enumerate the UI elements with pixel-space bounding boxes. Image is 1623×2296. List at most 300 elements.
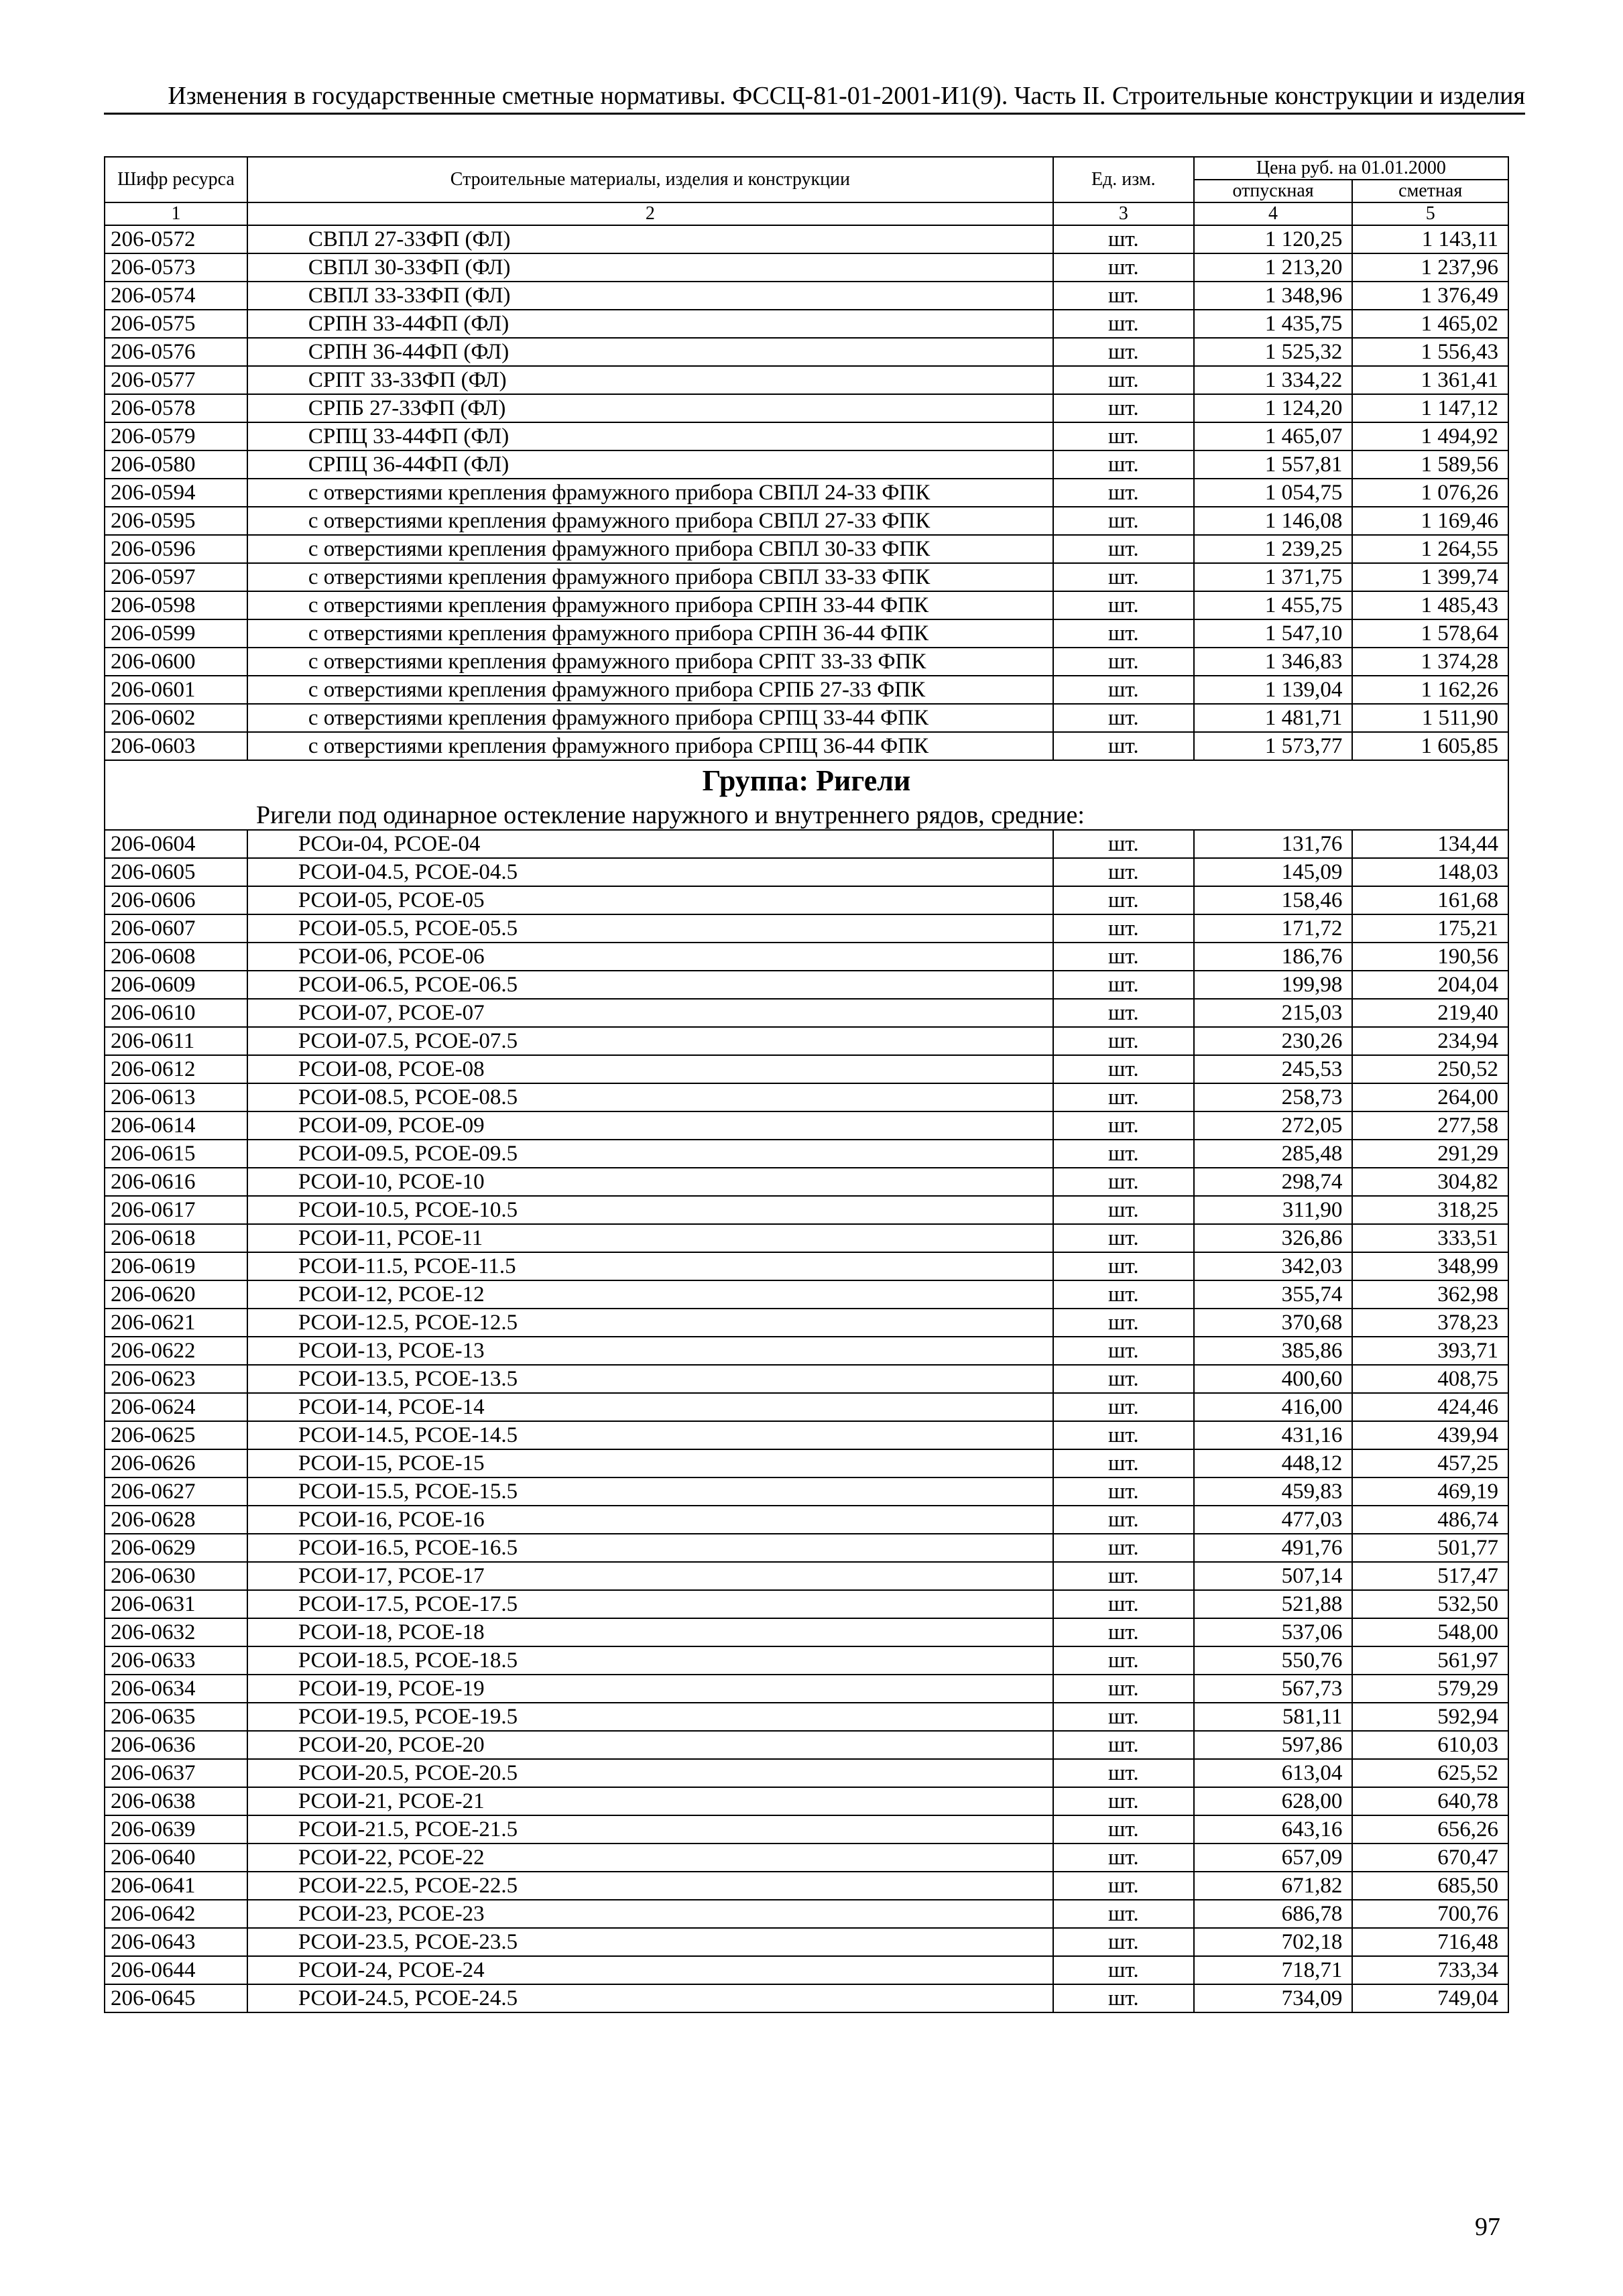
estimate-price: 148,03	[1352, 858, 1508, 886]
release-price: 643,16	[1194, 1815, 1353, 1844]
resource-code: 206-0622	[105, 1337, 247, 1365]
release-price: 215,03	[1194, 999, 1353, 1027]
release-price: 385,86	[1194, 1337, 1353, 1365]
table-row	[105, 1140, 1508, 1168]
unit-cell: шт.	[1053, 310, 1194, 338]
table-row	[105, 507, 1508, 535]
resource-code: 206-0628	[105, 1506, 247, 1534]
resource-name: РСОИ-19.5, РСОЕ-19.5	[247, 1703, 1053, 1731]
table-row	[105, 394, 1508, 422]
unit-cell: шт.	[1053, 1196, 1194, 1224]
col-name-header: Строительные материалы, изделия и конструкции	[247, 157, 1053, 202]
unit-cell: шт.	[1053, 830, 1194, 858]
table-row	[105, 253, 1508, 282]
resource-code: 206-0641	[105, 1872, 247, 1900]
table-row	[105, 310, 1508, 338]
resource-name: РСОИ-18, РСОЕ-18	[247, 1618, 1053, 1646]
unit-cell: шт.	[1053, 535, 1194, 563]
release-price: 1 139,04	[1194, 676, 1353, 704]
resource-code: 206-0623	[105, 1365, 247, 1393]
resource-name: СРПЦ 33-44ФП (ФЛ)	[247, 422, 1053, 450]
resource-name: РСОИ-05.5, РСОЕ-05.5	[247, 914, 1053, 943]
table-row	[105, 1956, 1508, 1984]
price-table	[104, 156, 1509, 2013]
release-price: 326,86	[1194, 1224, 1353, 1252]
table-row	[105, 1224, 1508, 1252]
release-price: 581,11	[1194, 1703, 1353, 1731]
resource-code: 206-0633	[105, 1646, 247, 1675]
release-price: 1 124,20	[1194, 394, 1353, 422]
resource-code: 206-0597	[105, 563, 247, 591]
release-price: 186,76	[1194, 943, 1353, 971]
release-price: 657,09	[1194, 1844, 1353, 1872]
table-row	[105, 830, 1508, 858]
table-row	[105, 1562, 1508, 1590]
resource-name: с отверстиями крепления фрамужного прибора СРПТ 33-33 ФПК	[247, 648, 1053, 676]
resource-code: 206-0615	[105, 1140, 247, 1168]
resource-name: РСОИ-14.5, РСОЕ-14.5	[247, 1421, 1053, 1449]
resource-code: 206-0605	[105, 858, 247, 886]
resource-code: 206-0606	[105, 886, 247, 914]
unit-cell: шт.	[1053, 999, 1194, 1027]
estimate-price: 161,68	[1352, 886, 1508, 914]
table-row	[105, 676, 1508, 704]
estimate-price: 592,94	[1352, 1703, 1508, 1731]
unit-cell: шт.	[1053, 1477, 1194, 1506]
resource-code: 206-0602	[105, 704, 247, 732]
resource-code: 206-0643	[105, 1928, 247, 1956]
table-row	[105, 1984, 1508, 2012]
resource-name: РСОИ-16.5, РСОЕ-16.5	[247, 1534, 1053, 1562]
estimate-price: 362,98	[1352, 1280, 1508, 1309]
estimate-price: 264,00	[1352, 1083, 1508, 1111]
col-release-header: отпускная	[1194, 180, 1353, 202]
resource-name: СРПТ 33-33ФП (ФЛ)	[247, 366, 1053, 394]
release-price: 1 435,75	[1194, 310, 1353, 338]
unit-cell: шт.	[1053, 1140, 1194, 1168]
resource-code: 206-0600	[105, 648, 247, 676]
release-price: 597,86	[1194, 1731, 1353, 1759]
release-price: 245,53	[1194, 1055, 1353, 1083]
table-row	[105, 1337, 1508, 1365]
resource-name: РСОИ-20.5, РСОЕ-20.5	[247, 1759, 1053, 1787]
resource-name: РСОИ-04.5, РСОЕ-04.5	[247, 858, 1053, 886]
resource-code: 206-0578	[105, 394, 247, 422]
table-row	[105, 450, 1508, 479]
resource-name: с отверстиями крепления фрамужного прибора СРПЦ 36-44 ФПК	[247, 732, 1053, 760]
resource-name: с отверстиями крепления фрамужного прибора СВПЛ 30-33 ФПК	[247, 535, 1053, 563]
group-title-row	[105, 760, 1508, 801]
release-price: 613,04	[1194, 1759, 1353, 1787]
release-price: 158,46	[1194, 886, 1353, 914]
estimate-price: 175,21	[1352, 914, 1508, 943]
release-price: 298,74	[1194, 1168, 1353, 1196]
unit-cell: шт.	[1053, 1900, 1194, 1928]
table-row	[105, 1900, 1508, 1928]
table-row	[105, 1421, 1508, 1449]
table-row	[105, 1646, 1508, 1675]
resource-code: 206-0629	[105, 1534, 247, 1562]
table-row	[105, 1196, 1508, 1224]
unit-cell: шт.	[1053, 1449, 1194, 1477]
estimate-price: 134,44	[1352, 830, 1508, 858]
release-price: 230,26	[1194, 1027, 1353, 1055]
release-price: 258,73	[1194, 1083, 1353, 1111]
estimate-price: 670,47	[1352, 1844, 1508, 1872]
table-row	[105, 1280, 1508, 1309]
resource-name: с отверстиями крепления фрамужного прибора СРПБ 27-33 ФПК	[247, 676, 1053, 704]
unit-cell: шт.	[1053, 1731, 1194, 1759]
unit-cell: шт.	[1053, 676, 1194, 704]
resource-name: РСОИ-21.5, РСОЕ-21.5	[247, 1815, 1053, 1844]
resource-name: СВПЛ 27-33ФП (ФЛ)	[247, 225, 1053, 253]
table-row	[105, 1872, 1508, 1900]
resource-code: 206-0631	[105, 1590, 247, 1618]
resource-code: 206-0579	[105, 422, 247, 450]
release-price: 199,98	[1194, 971, 1353, 999]
resource-name: с отверстиями крепления фрамужного прибора СРПН 36-44 ФПК	[247, 619, 1053, 648]
resource-code: 206-0634	[105, 1675, 247, 1703]
unit-cell: шт.	[1053, 886, 1194, 914]
resource-name: СВПЛ 33-33ФП (ФЛ)	[247, 282, 1053, 310]
resource-name: СРПБ 27-33ФП (ФЛ)	[247, 394, 1053, 422]
resource-name: РСОИ-10, РСОЕ-10	[247, 1168, 1053, 1196]
unit-cell: шт.	[1053, 1309, 1194, 1337]
resource-code: 206-0611	[105, 1027, 247, 1055]
release-price: 1 146,08	[1194, 507, 1353, 535]
resource-name: РСОИ-12.5, РСОЕ-12.5	[247, 1309, 1053, 1337]
resource-code: 206-0614	[105, 1111, 247, 1140]
unit-cell: шт.	[1053, 858, 1194, 886]
resource-name: РСОИ-24.5, РСОЕ-24.5	[247, 1984, 1053, 2012]
table-row	[105, 1477, 1508, 1506]
table-row	[105, 1252, 1508, 1280]
table-body-section-a	[105, 225, 1508, 760]
unit-cell: шт.	[1053, 563, 1194, 591]
resource-code: 206-0573	[105, 253, 247, 282]
estimate-price: 457,25	[1352, 1449, 1508, 1477]
unit-cell: шт.	[1053, 1590, 1194, 1618]
estimate-price: 1 143,11	[1352, 225, 1508, 253]
estimate-price: 1 465,02	[1352, 310, 1508, 338]
resource-name: с отверстиями крепления фрамужного прибора СРПН 33-44 ФПК	[247, 591, 1053, 619]
col-number: 1	[105, 202, 247, 225]
table-row	[105, 1731, 1508, 1759]
resource-code: 206-0599	[105, 619, 247, 648]
unit-cell: шт.	[1053, 1224, 1194, 1252]
col-unit-label: Ед. изм.	[1091, 169, 1156, 190]
estimate-price: 219,40	[1352, 999, 1508, 1027]
unit-cell: шт.	[1053, 1168, 1194, 1196]
table-row	[105, 914, 1508, 943]
resource-code: 206-0636	[105, 1731, 247, 1759]
resource-name: РСОи-04, РСОЕ-04	[247, 830, 1053, 858]
resource-name: РСОИ-08.5, РСОЕ-08.5	[247, 1083, 1053, 1111]
resource-code: 206-0618	[105, 1224, 247, 1252]
resource-code: 206-0645	[105, 1984, 247, 2012]
table-row	[105, 422, 1508, 450]
resource-name: РСОИ-12, РСОЕ-12	[247, 1280, 1053, 1309]
unit-cell: шт.	[1053, 619, 1194, 648]
group-title: Группа: Ригели	[105, 760, 1508, 801]
estimate-price: 424,46	[1352, 1393, 1508, 1421]
resource-name: РСОИ-15.5, РСОЕ-15.5	[247, 1477, 1053, 1506]
resource-code: 206-0596	[105, 535, 247, 563]
resource-name: РСОИ-09, РСОЕ-09	[247, 1111, 1053, 1140]
resource-name: РСОИ-24, РСОЕ-24	[247, 1956, 1053, 1984]
estimate-price: 517,47	[1352, 1562, 1508, 1590]
resource-name: с отверстиями крепления фрамужного прибора СВПЛ 27-33 ФПК	[247, 507, 1053, 535]
table-row	[105, 1365, 1508, 1393]
estimate-price: 716,48	[1352, 1928, 1508, 1956]
estimate-price: 548,00	[1352, 1618, 1508, 1646]
page-header: Изменения в государственные сметные нормативы. ФССЦ-81-01-2001-И1(9). Часть II. Строительные конструкции и изделия	[104, 80, 1525, 115]
release-price: 400,60	[1194, 1365, 1353, 1393]
table-row	[105, 535, 1508, 563]
resource-code: 206-0575	[105, 310, 247, 338]
release-price: 1 371,75	[1194, 563, 1353, 591]
unit-cell: шт.	[1053, 1618, 1194, 1646]
resource-name: РСОИ-07.5, РСОЕ-07.5	[247, 1027, 1053, 1055]
unit-cell: шт.	[1053, 704, 1194, 732]
table-row	[105, 732, 1508, 760]
estimate-price: 469,19	[1352, 1477, 1508, 1506]
estimate-price: 1 578,64	[1352, 619, 1508, 648]
col-unit-header	[1053, 157, 1194, 202]
estimate-price: 1 162,26	[1352, 676, 1508, 704]
resource-code: 206-0598	[105, 591, 247, 619]
release-price: 171,72	[1194, 914, 1353, 943]
resource-name: РСОИ-09.5, РСОЕ-09.5	[247, 1140, 1053, 1168]
estimate-price: 234,94	[1352, 1027, 1508, 1055]
resource-name: РСОИ-16, РСОЕ-16	[247, 1506, 1053, 1534]
table-row	[105, 366, 1508, 394]
estimate-price: 378,23	[1352, 1309, 1508, 1337]
release-price: 734,09	[1194, 1984, 1353, 2012]
table-row	[105, 1815, 1508, 1844]
resource-code: 206-0621	[105, 1309, 247, 1337]
estimate-price: 532,50	[1352, 1590, 1508, 1618]
release-price: 1 481,71	[1194, 704, 1353, 732]
unit-cell: шт.	[1053, 1646, 1194, 1675]
unit-cell: шт.	[1053, 1337, 1194, 1365]
release-price: 628,00	[1194, 1787, 1353, 1815]
table-row	[105, 1309, 1508, 1337]
release-price: 507,14	[1194, 1562, 1353, 1590]
unit-cell: шт.	[1053, 479, 1194, 507]
table-row	[105, 704, 1508, 732]
resource-code: 206-0576	[105, 338, 247, 366]
release-price: 702,18	[1194, 1928, 1353, 1956]
table-row	[105, 999, 1508, 1027]
unit-cell: шт.	[1053, 1815, 1194, 1844]
table-row	[105, 1506, 1508, 1534]
release-price: 1 239,25	[1194, 535, 1353, 563]
estimate-price: 204,04	[1352, 971, 1508, 999]
resource-name: РСОИ-07, РСОЕ-07	[247, 999, 1053, 1027]
table-row	[105, 1844, 1508, 1872]
estimate-price: 250,52	[1352, 1055, 1508, 1083]
table-row	[105, 1534, 1508, 1562]
resource-name: РСОИ-20, РСОЕ-20	[247, 1731, 1053, 1759]
resource-code: 206-0644	[105, 1956, 247, 1984]
release-price: 145,09	[1194, 858, 1353, 886]
estimate-price: 1 589,56	[1352, 450, 1508, 479]
unit-cell: шт.	[1053, 1759, 1194, 1787]
unit-cell: шт.	[1053, 943, 1194, 971]
unit-cell: шт.	[1053, 507, 1194, 535]
table-row	[105, 1111, 1508, 1140]
estimate-price: 625,52	[1352, 1759, 1508, 1787]
resource-name: РСОИ-11, РСОЕ-11	[247, 1224, 1053, 1252]
table-header	[105, 157, 1508, 225]
estimate-price: 439,94	[1352, 1421, 1508, 1449]
release-price: 1 465,07	[1194, 422, 1353, 450]
resource-name: РСОИ-22, РСОЕ-22	[247, 1844, 1053, 1872]
release-price: 550,76	[1194, 1646, 1353, 1675]
release-price: 1 346,83	[1194, 648, 1353, 676]
release-price: 459,83	[1194, 1477, 1353, 1506]
col-number: 3	[1053, 202, 1194, 225]
estimate-price: 277,58	[1352, 1111, 1508, 1140]
release-price: 1 547,10	[1194, 619, 1353, 648]
release-price: 370,68	[1194, 1309, 1353, 1337]
release-price: 491,76	[1194, 1534, 1353, 1562]
resource-code: 206-0613	[105, 1083, 247, 1111]
release-price: 448,12	[1194, 1449, 1353, 1477]
resource-code: 206-0620	[105, 1280, 247, 1309]
resource-code: 206-0580	[105, 450, 247, 479]
resource-code: 206-0609	[105, 971, 247, 999]
estimate-price: 348,99	[1352, 1252, 1508, 1280]
table-row	[105, 1618, 1508, 1646]
resource-code: 206-0601	[105, 676, 247, 704]
resource-name: РСОИ-13.5, РСОЕ-13.5	[247, 1365, 1053, 1393]
resource-name: РСОИ-11.5, РСОЕ-11.5	[247, 1252, 1053, 1280]
table-row	[105, 1393, 1508, 1421]
col-number: 2	[247, 202, 1053, 225]
release-price: 477,03	[1194, 1506, 1353, 1534]
unit-cell: шт.	[1053, 450, 1194, 479]
resource-name: РСОИ-23, РСОЕ-23	[247, 1900, 1053, 1928]
release-price: 537,06	[1194, 1618, 1353, 1646]
unit-cell: шт.	[1053, 1703, 1194, 1731]
col-code-header	[105, 157, 247, 202]
unit-cell: шт.	[1053, 1421, 1194, 1449]
release-price: 567,73	[1194, 1675, 1353, 1703]
table-row	[105, 971, 1508, 999]
resource-code: 206-0630	[105, 1562, 247, 1590]
unit-cell: шт.	[1053, 1872, 1194, 1900]
unit-cell: шт.	[1053, 1252, 1194, 1280]
resource-code: 206-0610	[105, 999, 247, 1027]
subgroup-title: Ригели под одинарное остекление наружного и внутреннего рядов, средние:	[105, 801, 1508, 830]
unit-cell: шт.	[1053, 1675, 1194, 1703]
unit-cell: шт.	[1053, 253, 1194, 282]
estimate-price: 685,50	[1352, 1872, 1508, 1900]
table-row	[105, 1787, 1508, 1815]
unit-cell: шт.	[1053, 1027, 1194, 1055]
resource-name: РСОИ-14, РСОЕ-14	[247, 1393, 1053, 1421]
resource-code: 206-0627	[105, 1477, 247, 1506]
estimate-price: 1 374,28	[1352, 648, 1508, 676]
resource-name: СРПН 33-44ФП (ФЛ)	[247, 310, 1053, 338]
estimate-price: 501,77	[1352, 1534, 1508, 1562]
col-number: 4	[1194, 202, 1353, 225]
unit-cell: шт.	[1053, 1055, 1194, 1083]
unit-cell: шт.	[1053, 1844, 1194, 1872]
table-row	[105, 648, 1508, 676]
table-row	[105, 1449, 1508, 1477]
resource-code: 206-0625	[105, 1421, 247, 1449]
estimate-price: 408,75	[1352, 1365, 1508, 1393]
table-row	[105, 1928, 1508, 1956]
estimate-price: 561,97	[1352, 1646, 1508, 1675]
table-row	[105, 338, 1508, 366]
estimate-price: 291,29	[1352, 1140, 1508, 1168]
unit-cell: шт.	[1053, 971, 1194, 999]
resource-name: с отверстиями крепления фрамужного прибора СРПЦ 33-44 ФПК	[247, 704, 1053, 732]
unit-cell: шт.	[1053, 1562, 1194, 1590]
resource-name: РСОИ-23.5, РСОЕ-23.5	[247, 1928, 1053, 1956]
table-row	[105, 479, 1508, 507]
unit-cell: шт.	[1053, 1506, 1194, 1534]
unit-cell: шт.	[1053, 422, 1194, 450]
unit-cell: шт.	[1053, 282, 1194, 310]
estimate-price: 1 556,43	[1352, 338, 1508, 366]
resource-name: РСОИ-05, РСОЕ-05	[247, 886, 1053, 914]
table-row	[105, 1027, 1508, 1055]
resource-name: с отверстиями крепления фрамужного прибора СВПЛ 24-33 ФПК	[247, 479, 1053, 507]
estimate-price: 393,71	[1352, 1337, 1508, 1365]
resource-name: СРПЦ 36-44ФП (ФЛ)	[247, 450, 1053, 479]
release-price: 1 557,81	[1194, 450, 1353, 479]
resource-code: 206-0594	[105, 479, 247, 507]
estimate-price: 1 147,12	[1352, 394, 1508, 422]
unit-cell: шт.	[1053, 914, 1194, 943]
table-row	[105, 1590, 1508, 1618]
table-row	[105, 591, 1508, 619]
estimate-price: 1 237,96	[1352, 253, 1508, 282]
estimate-price: 1 399,74	[1352, 563, 1508, 591]
resource-name: РСОИ-17.5, РСОЕ-17.5	[247, 1590, 1053, 1618]
resource-code: 206-0619	[105, 1252, 247, 1280]
unit-cell: шт.	[1053, 225, 1194, 253]
release-price: 431,16	[1194, 1421, 1353, 1449]
release-price: 1 455,75	[1194, 591, 1353, 619]
estimate-price: 640,78	[1352, 1787, 1508, 1815]
unit-cell: шт.	[1053, 1111, 1194, 1140]
resource-code: 206-0624	[105, 1393, 247, 1421]
resource-code: 206-0607	[105, 914, 247, 943]
unit-cell: шт.	[1053, 591, 1194, 619]
resource-code: 206-0635	[105, 1703, 247, 1731]
estimate-price: 1 511,90	[1352, 704, 1508, 732]
unit-cell: шт.	[1053, 1393, 1194, 1421]
col-price-group-header: Цена руб. на 01.01.2000	[1194, 157, 1508, 180]
unit-cell: шт.	[1053, 1956, 1194, 1984]
col-code-label: Шифр ресурса	[117, 169, 235, 190]
table-row	[105, 858, 1508, 886]
release-price: 355,74	[1194, 1280, 1353, 1309]
table-row	[105, 225, 1508, 253]
resource-name: с отверстиями крепления фрамужного прибора СВПЛ 33-33 ФПК	[247, 563, 1053, 591]
release-price: 671,82	[1194, 1872, 1353, 1900]
unit-cell: шт.	[1053, 648, 1194, 676]
table-body-section-b	[105, 830, 1508, 2012]
release-price: 1 213,20	[1194, 253, 1353, 282]
resource-code: 206-0595	[105, 507, 247, 535]
